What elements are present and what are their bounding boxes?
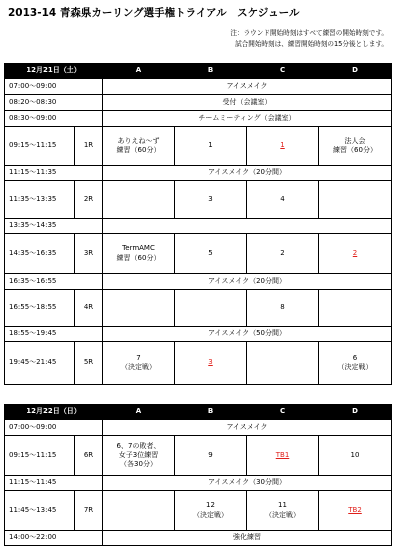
sheet-c-cell: 1 bbox=[247, 127, 319, 166]
round-cell: 2R bbox=[75, 181, 103, 219]
sheet-b-cell: 3 bbox=[175, 342, 247, 385]
table-row bbox=[5, 127, 392, 166]
sheet-a-cell: TermAMC 練習（60分） bbox=[103, 234, 175, 274]
header-sheet-b: B bbox=[175, 64, 247, 79]
table-row bbox=[5, 181, 392, 219]
time-cell: 11:45～13:45 bbox=[5, 491, 75, 531]
table-row bbox=[5, 436, 392, 476]
sheet-b-cell: 5 bbox=[175, 234, 247, 274]
sheet-b-cell: 9 bbox=[175, 436, 247, 476]
sheet-d-cell: 10 bbox=[319, 436, 392, 476]
time-cell: 08:20～08:30 bbox=[5, 95, 103, 111]
time-cell: 14:35～16:35 bbox=[5, 234, 75, 274]
round-cell: 5R bbox=[75, 342, 103, 385]
sheet-c-cell: 11 （決定戦） bbox=[247, 491, 319, 531]
time-cell: 18:55～19:45 bbox=[5, 327, 103, 342]
time-cell: 13:35～14:35 bbox=[5, 219, 103, 234]
sheet-a-cell bbox=[103, 491, 175, 531]
sheet-d-cell: 2 bbox=[319, 234, 392, 274]
time-cell: 16:35～16:55 bbox=[5, 274, 103, 290]
table-row bbox=[5, 476, 392, 491]
sheet-b-cell bbox=[175, 290, 247, 327]
time-cell: 09:15～11:15 bbox=[5, 127, 75, 166]
time-cell: 11:15～11:35 bbox=[5, 166, 103, 181]
sheet-c-cell: 2 bbox=[247, 234, 319, 274]
sheet-c-cell: 8 bbox=[247, 290, 319, 327]
event-cell: アイスメイク（20分間） bbox=[103, 166, 392, 181]
note-line-2: 試合開始時刻は、練習開始時刻の15分後とします。 bbox=[235, 40, 388, 48]
schedule-table-day2 bbox=[4, 404, 392, 546]
round-cell: 3R bbox=[75, 234, 103, 274]
event-cell: アイスメイク（50分間） bbox=[103, 327, 392, 342]
time-cell: 09:15～11:15 bbox=[5, 436, 75, 476]
sheet-b-cell: 3 bbox=[175, 181, 247, 219]
round-cell: 4R bbox=[75, 290, 103, 327]
time-cell: 19:45～21:45 bbox=[5, 342, 75, 385]
header-sheet-d: D bbox=[319, 405, 392, 420]
sheet-b-cell: 1 bbox=[175, 127, 247, 166]
schedule-table-day1 bbox=[4, 63, 392, 385]
sheet-d-cell bbox=[319, 290, 392, 327]
time-cell: 07:00～09:00 bbox=[5, 79, 103, 95]
round-cell: 7R bbox=[75, 491, 103, 531]
note-line-1: 注：ラウンド開始時刻はすべて練習の開始時刻です。 bbox=[230, 29, 388, 37]
sheet-a-cell: 7 （決定戦） bbox=[103, 342, 175, 385]
sheet-a-cell bbox=[103, 290, 175, 327]
event-cell: 強化練習 bbox=[103, 531, 392, 546]
event-cell: チームミーティング（会議室） bbox=[103, 111, 392, 127]
table-row bbox=[5, 327, 392, 342]
time-cell: 07:00～09:00 bbox=[5, 420, 103, 436]
sheet-d-cell: 6 （決定戦） bbox=[319, 342, 392, 385]
sheet-b-cell: 12 （決定戦） bbox=[175, 491, 247, 531]
table-row bbox=[5, 95, 392, 111]
header-date: 12月21日（土） bbox=[5, 64, 103, 79]
time-cell: 16:55～18:55 bbox=[5, 290, 75, 327]
header-sheet-c: C bbox=[247, 64, 319, 79]
page-title: 2013-14 青森県カーリング選手権トライアル スケジュール bbox=[8, 7, 300, 19]
sheet-c-cell: TB1 bbox=[247, 436, 319, 476]
time-cell: 11:35～13:35 bbox=[5, 181, 75, 219]
sheet-a-cell: 6、7の敗者、 女子3位練習 （各30分） bbox=[103, 436, 175, 476]
table-row bbox=[5, 531, 392, 546]
time-cell: 11:15～11:45 bbox=[5, 476, 103, 491]
sheet-a-cell: ありえね～ず 練習（60分） bbox=[103, 127, 175, 166]
event-cell: アイスメイク（20分間） bbox=[103, 274, 392, 290]
event-cell: アイスメイク bbox=[103, 79, 392, 95]
header-sheet-c: C bbox=[247, 405, 319, 420]
table-row bbox=[5, 166, 392, 181]
table-row bbox=[5, 290, 392, 327]
table-row bbox=[5, 111, 392, 127]
table-row bbox=[5, 274, 392, 290]
sheet-d-cell: TB2 bbox=[319, 491, 392, 531]
event-cell: アイスメイク bbox=[103, 420, 392, 436]
table-header-row bbox=[5, 64, 392, 79]
table-row bbox=[5, 342, 392, 385]
table-header-row bbox=[5, 405, 392, 420]
table-row bbox=[5, 234, 392, 274]
sheet-a-cell bbox=[103, 181, 175, 219]
event-cell: 受付（会議室） bbox=[103, 95, 392, 111]
round-cell: 6R bbox=[75, 436, 103, 476]
table-row bbox=[5, 79, 392, 95]
sheet-c-cell: 4 bbox=[247, 181, 319, 219]
table-row bbox=[5, 219, 392, 234]
event-cell: アイスメイク（30分間） bbox=[103, 476, 392, 491]
sheet-d-cell: 法人会 練習（60分） bbox=[319, 127, 392, 166]
table-row bbox=[5, 420, 392, 436]
sheet-c-cell bbox=[247, 342, 319, 385]
time-cell: 08:30～09:00 bbox=[5, 111, 103, 127]
round-cell: 1R bbox=[75, 127, 103, 166]
header-date: 12月22日（日） bbox=[5, 405, 103, 420]
header-sheet-b: B bbox=[175, 405, 247, 420]
sheet-d-cell bbox=[319, 181, 392, 219]
header-sheet-a: A bbox=[103, 64, 175, 79]
header-sheet-d: D bbox=[319, 64, 392, 79]
table-row bbox=[5, 491, 392, 531]
header-sheet-a: A bbox=[103, 405, 175, 420]
time-cell: 14:00～22:00 bbox=[5, 531, 103, 546]
event-cell bbox=[103, 219, 392, 234]
